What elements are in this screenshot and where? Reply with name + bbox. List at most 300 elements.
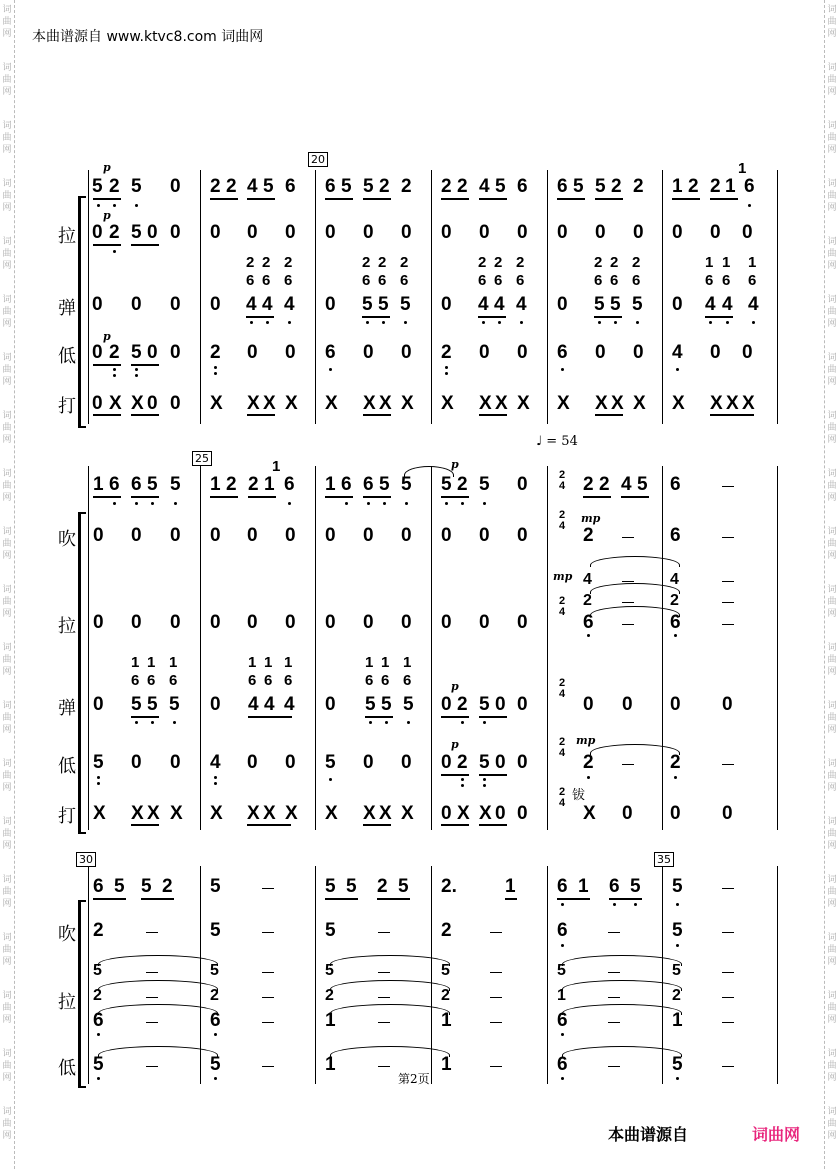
note: 5: [325, 876, 336, 897]
note: 5: [93, 752, 104, 773]
note: 6: [248, 672, 257, 689]
note: 0: [131, 294, 142, 315]
tie-slur: [590, 556, 680, 567]
note: 5: [131, 222, 142, 243]
beam: [210, 198, 238, 200]
beam: [363, 198, 391, 200]
watermark-text: 词 曲 网: [827, 527, 837, 561]
tempo-marking: ♩ = 54: [536, 434, 578, 449]
sustain-dash: [722, 581, 734, 582]
note: 5: [325, 920, 336, 941]
note: X: [557, 393, 570, 414]
note: 6: [131, 672, 140, 689]
note: 6: [246, 272, 255, 289]
note: 2: [246, 254, 255, 271]
beam: [479, 198, 507, 200]
tie-slur: [590, 583, 680, 594]
octave-dot: [483, 778, 486, 781]
tie-slur: [590, 744, 680, 755]
low-octave-dot: [135, 204, 138, 207]
note: 2: [457, 176, 468, 197]
barline: [315, 170, 316, 424]
note: 2: [583, 474, 594, 495]
beam: [595, 198, 623, 200]
octave-dot: [214, 372, 217, 375]
note: 4: [494, 294, 505, 315]
note: 5: [672, 876, 683, 897]
note: 0: [285, 525, 296, 546]
watermark-text: 词 曲 网: [2, 1049, 12, 1083]
octave-dot: [382, 321, 385, 324]
octave-dot: [329, 778, 332, 781]
sustain-dash: [722, 486, 734, 487]
note: 2: [401, 176, 412, 197]
note: 5: [610, 294, 621, 315]
note: 2: [611, 176, 622, 197]
beam: [441, 824, 469, 826]
note: 0: [170, 612, 181, 633]
octave-dot: [97, 782, 100, 785]
note: 5: [363, 176, 374, 197]
note: X: [131, 803, 144, 824]
beam: [595, 414, 623, 416]
sustain-dash: [608, 1022, 620, 1023]
barline: [200, 466, 201, 830]
sustain-dash: [622, 537, 634, 538]
beam: [93, 414, 121, 416]
low-octave-dot: [113, 204, 116, 207]
sustain-dash: [490, 972, 502, 973]
barline: [777, 866, 778, 1084]
note: 5: [632, 294, 643, 315]
sustain-dash: [262, 932, 274, 933]
beam: [705, 316, 733, 318]
tie-slur: [562, 1046, 682, 1057]
barline: [547, 466, 548, 830]
note: 5: [573, 176, 584, 197]
note: 0: [210, 525, 221, 546]
beam: [710, 414, 754, 416]
note: 6: [494, 272, 503, 289]
sustain-dash: [722, 972, 734, 973]
note: 6: [557, 342, 568, 363]
note: 6: [362, 272, 371, 289]
dynamic-p: p: [103, 209, 111, 222]
note: 5: [441, 962, 450, 979]
note: 6: [557, 920, 568, 941]
footer-source-label: 本曲谱源自: [608, 1125, 689, 1144]
sustain-dash: [146, 1022, 158, 1023]
note: 5: [630, 876, 641, 897]
note: 1: [403, 654, 412, 671]
watermark-text: 词 曲 网: [2, 179, 12, 213]
beam: [131, 244, 159, 246]
octave-dot: [383, 502, 386, 505]
note: 0: [441, 752, 452, 773]
note: X: [263, 393, 276, 414]
note: 6: [594, 272, 603, 289]
note: 5: [346, 876, 357, 897]
note: 0: [325, 525, 336, 546]
melody-notes: 5: [131, 176, 142, 197]
note: 4: [748, 294, 759, 315]
sustain-dash: [378, 972, 390, 973]
note: 6: [93, 1010, 104, 1031]
beam: [247, 198, 275, 200]
note: 2: [284, 254, 293, 271]
note: 5: [398, 876, 409, 897]
note: X: [363, 393, 376, 414]
octave-dot: [674, 634, 677, 637]
note: 6: [705, 272, 714, 289]
watermark-text: 词 曲 网: [2, 527, 12, 561]
octave-dot: [676, 1077, 679, 1080]
note: 6: [632, 272, 641, 289]
note: 6: [378, 272, 387, 289]
note: 1: [264, 654, 273, 671]
tie-slur: [562, 955, 682, 966]
footer-site-link[interactable]: 词曲网: [752, 1125, 801, 1144]
percussion-name: 钹: [572, 788, 586, 803]
beam: [248, 716, 292, 718]
note: 0: [363, 752, 374, 773]
note: 0: [170, 294, 181, 315]
note: 1: [748, 254, 757, 271]
note: 0: [517, 525, 528, 546]
note: 6: [609, 876, 620, 897]
tie-slur: [330, 980, 450, 991]
sustain-dash: [378, 997, 390, 998]
note: X: [93, 803, 106, 824]
note: X: [210, 803, 223, 824]
note: 0: [401, 222, 412, 243]
note: 0: [595, 342, 606, 363]
beam: [479, 774, 507, 776]
octave-dot: [461, 784, 464, 787]
sustain-dash: [722, 1022, 734, 1023]
note: 5: [495, 176, 506, 197]
melody-notes: 2: [109, 176, 120, 197]
note: 0: [517, 474, 528, 495]
note: 2: [325, 987, 334, 1004]
note: 0: [247, 222, 258, 243]
note: 6: [365, 672, 374, 689]
note: 5: [325, 962, 334, 979]
octave-dot: [369, 721, 372, 724]
note: 0: [147, 222, 158, 243]
note: X: [131, 393, 144, 414]
watermark-text: 词 曲 网: [827, 701, 837, 735]
page-number: 第2页: [398, 1072, 430, 1086]
sustain-dash: [722, 932, 734, 933]
note: 1: [210, 474, 221, 495]
note: 6: [325, 342, 336, 363]
note: 4: [479, 176, 490, 197]
note: 0: [401, 752, 412, 773]
beam: [441, 496, 469, 498]
note: 6: [516, 272, 525, 289]
note: X: [611, 393, 624, 414]
left-margin-watermark-strip: [0, 0, 15, 1169]
note: 0: [479, 222, 490, 243]
barline: [88, 866, 89, 1084]
note: 2: [441, 920, 452, 941]
note: X: [742, 393, 755, 414]
note: 0: [479, 525, 490, 546]
system-brace: [78, 196, 86, 428]
note: 4: [247, 176, 258, 197]
note: 0: [672, 294, 683, 315]
watermark-text: 词 曲 网: [827, 991, 837, 1025]
beam: [441, 774, 469, 776]
watermark-text: 词 曲 网: [2, 701, 12, 735]
note: X: [325, 803, 338, 824]
watermark-text: 词 曲 网: [827, 121, 837, 155]
tie-slur: [330, 1004, 450, 1015]
dynamic-p: p: [451, 680, 459, 693]
octave-dot: [135, 374, 138, 377]
note: 4: [670, 571, 679, 588]
note: 1: [147, 654, 156, 671]
note: 2: [599, 474, 610, 495]
sustain-dash: [722, 624, 734, 625]
note: X: [170, 803, 183, 824]
time-signature: 2 4: [558, 677, 566, 700]
note: 6: [363, 474, 374, 495]
note: 1: [672, 176, 683, 197]
note: 1: [441, 1010, 452, 1031]
note: 0: [495, 694, 506, 715]
octave-dot: [483, 502, 486, 505]
barline: [200, 170, 201, 424]
octave-dot: [214, 1033, 217, 1036]
note: 0: [285, 222, 296, 243]
octave-dot: [561, 944, 564, 947]
octave-dot: [135, 721, 138, 724]
sustain-dash: [262, 1066, 274, 1067]
note: 5: [170, 474, 181, 495]
note: 0: [495, 752, 506, 773]
note: 2: [109, 222, 120, 243]
sustain-dash: [722, 764, 734, 765]
note: 6: [131, 474, 142, 495]
octave-dot: [482, 321, 485, 324]
octave-dot: [385, 721, 388, 724]
octave-dot: [461, 502, 464, 505]
melody-notes: 0: [170, 176, 181, 197]
octave-dot: [676, 903, 679, 906]
note: 0: [325, 612, 336, 633]
octave-dot: [634, 903, 637, 906]
note: 4: [264, 694, 275, 715]
sustain-dash: [722, 888, 734, 889]
sustain-dash: [378, 1066, 390, 1067]
dynamic-mp: mp: [576, 734, 596, 747]
note: 0: [441, 612, 452, 633]
beam: [479, 824, 507, 826]
beam: [325, 496, 353, 498]
note: 5: [325, 752, 336, 773]
beam: [246, 316, 274, 318]
watermark-text: 词 曲 网: [827, 411, 837, 445]
octave-dot: [214, 366, 217, 369]
note: 1: [738, 160, 747, 177]
watermark-text: 词 曲 网: [827, 469, 837, 503]
note: X: [325, 393, 338, 414]
sustain-dash: [622, 602, 634, 603]
note: 2: [377, 876, 388, 897]
note: 1: [248, 654, 257, 671]
note: 2: [162, 876, 173, 897]
note: 0: [210, 222, 221, 243]
sustain-dash: [490, 997, 502, 998]
octave-dot: [561, 1033, 564, 1036]
octave-dot: [561, 903, 564, 906]
note: 6: [341, 474, 352, 495]
note: 0: [92, 294, 103, 315]
watermark-text: 词 曲 网: [2, 933, 12, 967]
note: 0: [742, 342, 753, 363]
note: 0: [170, 342, 181, 363]
note: 6: [109, 474, 120, 495]
note: 4: [705, 294, 716, 315]
note: 2: [610, 254, 619, 271]
beam: [710, 198, 738, 200]
watermark-text: 词 曲 网: [827, 5, 837, 39]
note: X: [441, 393, 454, 414]
note: 5: [147, 694, 158, 715]
note: 2: [226, 474, 237, 495]
octave-dot: [135, 502, 138, 505]
beam: [441, 198, 469, 200]
note: 1: [381, 654, 390, 671]
note: X: [479, 803, 492, 824]
sustain-dash: [378, 932, 390, 933]
note: 6: [557, 1054, 568, 1075]
octave-dot: [614, 321, 617, 324]
note: 2: [441, 342, 452, 363]
part-label-la: 拉: [58, 616, 76, 637]
note: 0: [517, 803, 528, 824]
note: 5: [379, 474, 390, 495]
beam: [441, 716, 469, 718]
sustain-dash: [146, 1066, 158, 1067]
part-label-da: 打: [58, 396, 76, 417]
note: 6: [210, 1010, 221, 1031]
octave-dot: [404, 321, 407, 324]
octave-dot: [561, 1077, 564, 1080]
note: 0: [285, 752, 296, 773]
dynamic-p: p: [103, 330, 111, 343]
note: 1: [272, 458, 281, 475]
quarter-note-icon: ♩: [536, 434, 543, 449]
note: 0: [210, 294, 221, 315]
octave-dot: [174, 502, 177, 505]
note: 1: [325, 1054, 336, 1075]
part-label-tan: 弹: [58, 298, 76, 319]
note: 0: [441, 294, 452, 315]
note: X: [363, 803, 376, 824]
part-label-chui: 吹: [58, 924, 76, 945]
note: 0: [670, 694, 681, 715]
note: 0: [325, 294, 336, 315]
note: 4: [210, 752, 221, 773]
note: 0: [479, 612, 490, 633]
dynamic-mp: mp: [553, 570, 573, 583]
tie-slur: [330, 955, 450, 966]
note: 0: [147, 342, 158, 363]
note: 2: [594, 254, 603, 271]
sustain-dash: [722, 537, 734, 538]
octave-dot: [288, 321, 291, 324]
note: 0: [325, 694, 336, 715]
note: 0: [247, 342, 258, 363]
note: 0: [517, 752, 528, 773]
note: 2: [248, 474, 259, 495]
beam: [93, 198, 121, 200]
octave-dot: [250, 321, 253, 324]
note: 6: [381, 672, 390, 689]
octave-dot: [151, 502, 154, 505]
octave-dot: [151, 721, 154, 724]
note: 2: [93, 920, 104, 941]
note: 0: [517, 342, 528, 363]
octave-dot: [498, 321, 501, 324]
tie-slur: [98, 980, 218, 991]
note: 5: [672, 962, 681, 979]
octave-dot: [214, 1077, 217, 1080]
sustain-dash: [622, 764, 634, 765]
note: 5: [441, 474, 452, 495]
note: 1: [325, 474, 336, 495]
note: 0: [210, 694, 221, 715]
measure-number-20: 20: [308, 152, 328, 167]
barline: [777, 170, 778, 424]
octave-dot: [345, 502, 348, 505]
note: 2: [494, 254, 503, 271]
beam: [247, 824, 291, 826]
note: 2: [457, 752, 468, 773]
note: 2: [441, 987, 450, 1004]
sustain-dash: [262, 1022, 274, 1023]
note: 2: [441, 176, 452, 197]
note: 2: [670, 592, 679, 609]
watermark-text: 词 曲 网: [2, 875, 12, 909]
note: 1: [672, 1010, 683, 1031]
note: 1: [325, 1010, 336, 1031]
watermark-text: 词 曲 网: [827, 933, 837, 967]
watermark-text: 词 曲 网: [827, 1049, 837, 1083]
note: 5: [479, 752, 490, 773]
note: 0: [247, 525, 258, 546]
note: 0: [131, 612, 142, 633]
note: 6: [147, 672, 156, 689]
note: 2: [688, 176, 699, 197]
octave-dot: [748, 204, 751, 207]
beam: [609, 898, 642, 900]
note: 2: [670, 752, 681, 773]
octave-dot: [483, 784, 486, 787]
note: 4: [516, 294, 527, 315]
note: 5: [210, 1054, 221, 1075]
note: 6: [284, 272, 293, 289]
sustain-dash: [490, 1066, 502, 1067]
dynamic-p: p: [451, 458, 459, 471]
beam: [557, 198, 585, 200]
dynamic-p: p: [103, 161, 111, 174]
note: X: [401, 803, 414, 824]
barline: [88, 466, 89, 830]
